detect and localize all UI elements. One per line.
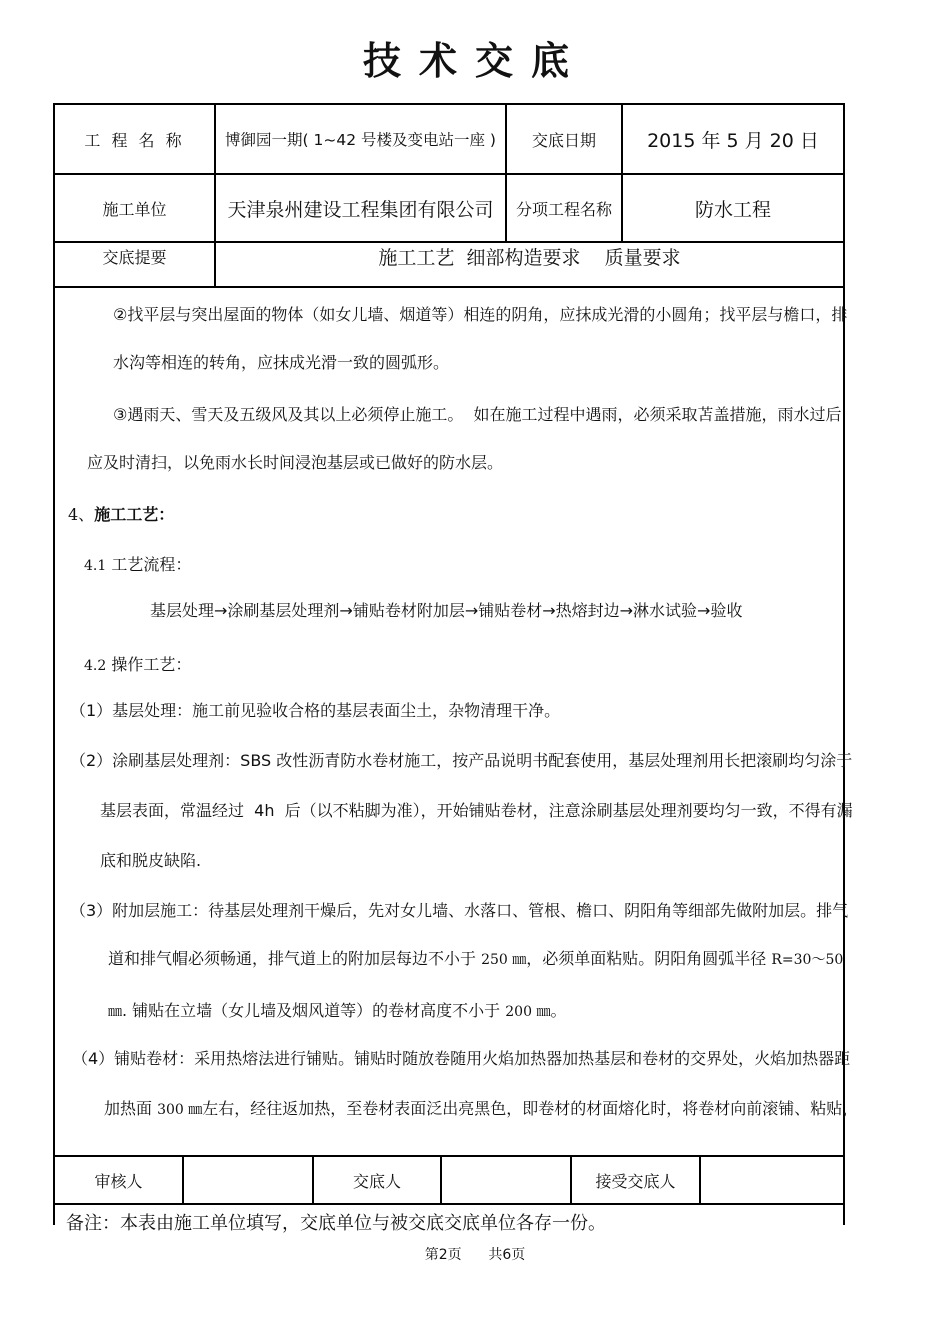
subproject-value: 防水工程 xyxy=(694,198,771,221)
item-4-line-1: （4）铺贴卷材：采用热熔法进行铺贴。铺贴时随放卷随用火焰加热器加热基层和卷材的交界处，火焰加热器距 xyxy=(72,1049,851,1068)
note: 备注：本表由施工单位填写，交底单位与被交底交底单位各存一份。 xyxy=(66,1213,606,1234)
item-3-line-3-unit: ㎜ xyxy=(108,1004,122,1020)
discloser-field[interactable] xyxy=(442,1157,570,1203)
section-4-2-number: 4.2 xyxy=(84,658,107,674)
item-3-line-3-value: 200 ㎜ xyxy=(505,1004,551,1020)
para-3-line-1: ③遇雨天、雪天及五级风及其以上必须停止施工。 如在施工过程中遇雨，必须采取苫盖措施，雨水过后 xyxy=(113,405,842,424)
page-number: 第2页 xyxy=(424,1247,462,1263)
section-4-number: 4、 xyxy=(68,505,95,524)
item-3-line-2-value-b: R=30～50 xyxy=(771,952,844,968)
receiver-field[interactable] xyxy=(701,1157,843,1203)
section-4-2-title: 操作工艺： xyxy=(106,655,192,674)
date-value: 2015 年 5 月 20 日 xyxy=(647,129,819,152)
receiver-label: 接受交底人 xyxy=(595,1171,676,1191)
project-name-value: 博御园一期( 1~42 号楼及变电站一座 ) xyxy=(225,131,496,149)
discloser-label: 交底人 xyxy=(352,1171,401,1191)
page-footer xyxy=(0,1244,950,1264)
summary-value: 施工工艺 细部构造要求 质量要求 xyxy=(378,246,681,269)
section-4-heading xyxy=(68,502,174,525)
item-3-line-2-text-b: ，必须单面粘贴。阴阳角圆弧半径 xyxy=(526,949,772,968)
item-3-line-2 xyxy=(108,946,843,969)
summary-label: 交底提要 xyxy=(102,247,167,267)
section-4-2-heading xyxy=(84,652,191,675)
item-3-line-3 xyxy=(108,998,566,1021)
section-4-1-title: 工艺流程： xyxy=(106,555,192,574)
item-1: （1）基层处理：施工前见验收合格的基层表面尘土，杂物清理干净。 xyxy=(70,701,561,720)
item-4-line-2-value: 300 ㎜ xyxy=(157,1102,203,1118)
contractor-label: 施工单位 xyxy=(102,199,167,219)
item-4-line-2-text-b: 左右，经往返加热，至卷材表面泛出亮黑色，即卷材的材面熔化时，将卷材向前滚铺、粘贴， xyxy=(202,1099,859,1118)
item-3-line-1: （3）附加层施工：待基层处理剂干燥后，先对女儿墙、水落口、管根、檐口、阴阳角等细部先做附加层。排气 xyxy=(70,901,849,920)
page-total: 共6页 xyxy=(488,1247,526,1263)
process-flow: 基层处理→涂刷基层处理剂→铺贴卷材附加层→铺贴卷材→热熔封边→淋水试验→验收 xyxy=(150,601,743,620)
subproject-label: 分项工程名称 xyxy=(515,199,612,219)
section-4-1-heading xyxy=(84,552,191,575)
item-3-line-3-text-b: 。 xyxy=(550,1001,567,1020)
project-name-label: 工 程 名 称 xyxy=(84,130,185,150)
reviewer-label: 审核人 xyxy=(94,1171,143,1191)
date-label: 交底日期 xyxy=(531,130,596,150)
page-title: 技术交底 xyxy=(362,39,587,83)
item-3-line-3-text-a: . 铺贴在立墙（女儿墙及烟风道等）的卷材高度不小于 xyxy=(122,1001,506,1020)
item-4-line-2 xyxy=(104,1096,858,1119)
reviewer-field[interactable] xyxy=(184,1157,312,1203)
item-2-line-1: （2）涂刷基层处理剂：SBS 改性沥青防水卷材施工，按产品说明书配套使用，基层处理剂用长把滚刷均匀涂于 xyxy=(70,751,853,770)
contractor-value: 天津泉州建设工程集团有限公司 xyxy=(227,198,494,221)
para-2-line-1: ②找平层与突出屋面的物体（如女儿墙、烟道等）相连的阴角，应抹成光滑的小圆角；找平层与檐口，排 xyxy=(113,305,848,324)
item-4-line-2-text-a: 加热面 xyxy=(104,1099,158,1118)
section-4-title: 施工工艺： xyxy=(94,505,175,524)
para-2-line-2: 水沟等相连的转角，应抹成光滑一致的圆弧形。 xyxy=(113,353,450,372)
item-3-line-2-value-a: 250 ㎜ xyxy=(481,952,527,968)
item-2-line-2: 基层表面，常温经过 4h 后（以不粘脚为准），开始铺贴卷材，注意涂刷基层处理剂要均匀一致，不得有漏 xyxy=(100,801,853,820)
para-3-line-2: 应及时清扫，以免雨水长时间浸泡基层或已做好的防水层。 xyxy=(87,453,504,472)
item-3-line-2-text-a: 道和排气帽必须畅通，排气道上的附加层每边不小于 xyxy=(108,949,482,968)
section-4-1-number: 4.1 xyxy=(84,558,107,574)
item-2-line-3: 底和脱皮缺陷. xyxy=(100,851,202,870)
